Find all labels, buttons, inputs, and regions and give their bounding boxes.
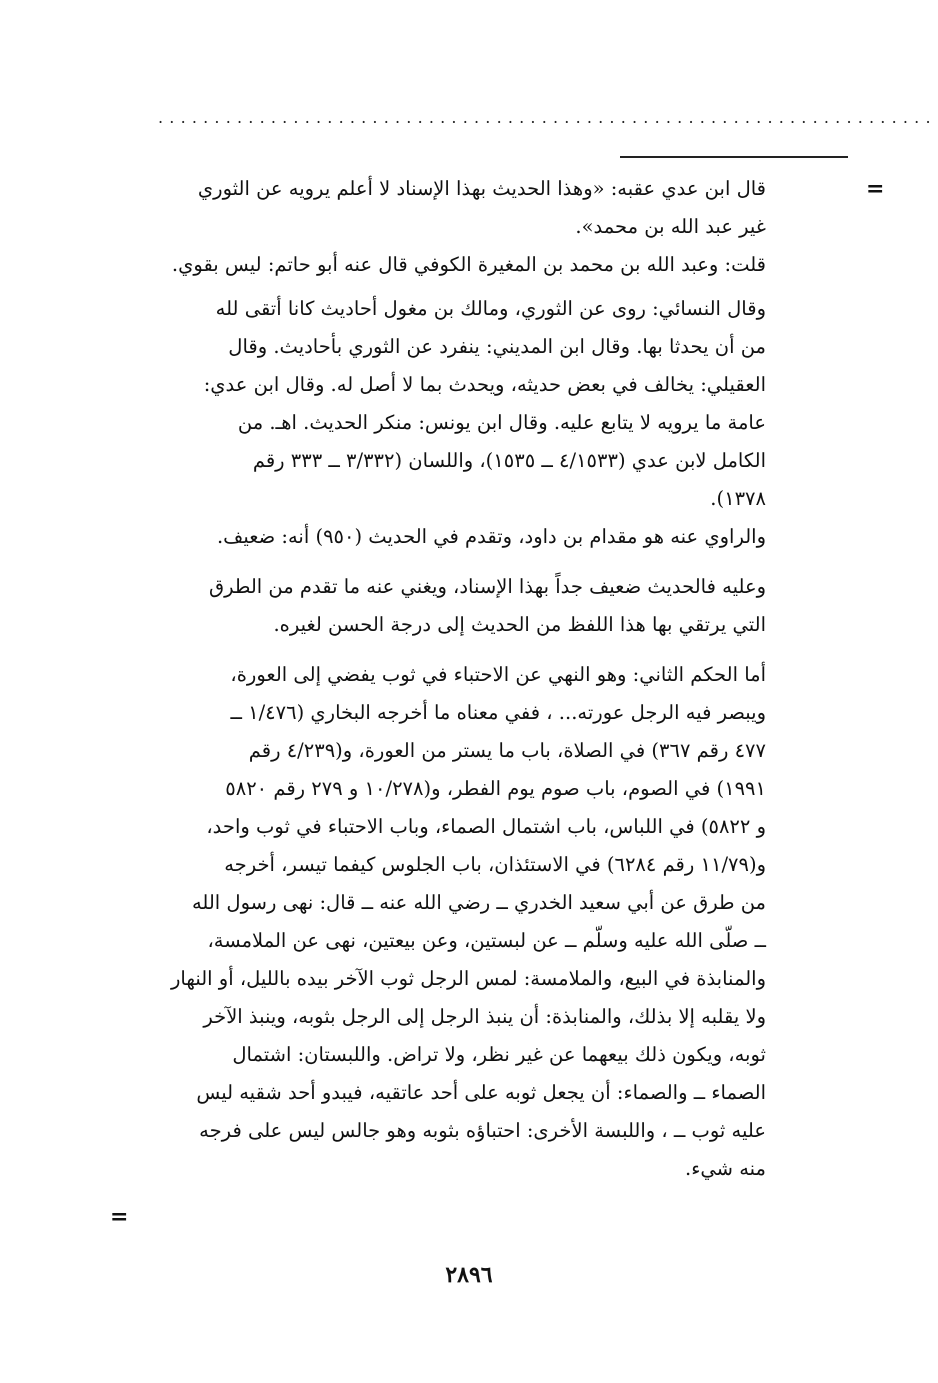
text-line: ويبصر فيه الرجل عورته... ، ففي معناه ما أخرجه البخاري (١/٤٧٦ ــ: [230, 701, 766, 724]
paragraph-rawi: [150, 518, 766, 556]
text-line: ١٩٩١) في الصوم، باب صوم يوم الفطر، و(١٠/٢٧٨ و ٢٧٩ رقم ٥٨٢٠: [225, 777, 766, 800]
paragraph-second-ruling: [150, 656, 766, 1188]
text-line: الصماء ــ والصماء: أن يجعل ثوبه على أحد عاتقيه، فيبدو أحد شقيه ليس: [196, 1081, 766, 1104]
text-line: قال ابن عدي عقبه: «وهذا الحديث بهذا الإسناد لا أعلم يرويه عن الثوري: [197, 177, 766, 200]
paragraph-ibn-adi-quote: [150, 170, 766, 246]
text-line: و ٥٨٢٢) في اللباس، باب اشتمال الصماء، وباب الاحتباء في ثوب واحد،: [206, 815, 766, 838]
text-line: والمنابذة في البيع، والملامسة: لمس الرجل ثوب الآخر بيده بالليل، أو النهار: [171, 967, 766, 990]
text-line: قلت: وعبد الله بن محمد بن المغيرة الكوفي قال عنه أبو حاتم: ليس بقوي.: [171, 253, 766, 276]
text-line: من أن يحدثا بها. وقال ابن المديني: ينفرد عن الثوري بأحاديث. وقال: [228, 335, 766, 358]
paragraph-narrator-criticism: [150, 290, 766, 518]
text-line: عامة ما يرويه لا يتابع عليه. وقال ابن يونس: منكر الحديث. اهـ. من: [237, 411, 766, 434]
text-line: منه شيء.: [685, 1157, 766, 1180]
footnote-text-block: [150, 170, 766, 1188]
text-line: عليه ثوب ــ ، واللبسة الأخرى: احتباؤه بثوبه وهو جالس ليس على فرجه: [199, 1119, 766, 1142]
text-line: والراوي عنه هو مقدام بن داود، وتقدم في الحديث (٩٥٠) أنه: ضعيف.: [216, 525, 766, 548]
continuation-mark-bottom: =: [110, 1204, 129, 1230]
text-line: و(١١/٧٩ رقم ٦٢٨٤) في الاستئذان، باب الجلوس كيفما تيسر، أخرجه: [224, 853, 766, 876]
text-line: الكامل لابن عدي (٤/١٥٣٣ ــ ١٥٣٥)، واللسان (٣/٣٣٢ ــ ٣٣٣ رقم: [252, 449, 766, 472]
paragraph-qultu: [150, 246, 766, 284]
paragraph-conclusion: [150, 568, 766, 644]
text-line: وعليه فالحديث ضعيف جداً بهذا الإسناد، ويغني عنه ما تقدم من الطرق: [208, 575, 766, 598]
text-line: ٤٧٧ رقم ٣٦٧) في الصلاة، باب ما يستر من العورة، و(٤/٢٣٩ رقم: [248, 739, 766, 762]
text-line: العقيلي: يخالف في بعض حديثه، ويحدث بما لا أصل له. وقال ابن عدي:: [203, 373, 766, 396]
continuation-mark-top: =: [866, 176, 885, 202]
page-number: ٢٨٩٦: [445, 1262, 493, 1288]
text-line: ١٣٧٨).: [710, 487, 766, 510]
text-line: وقال النسائي: روى عن الثوري، ومالك بن مغول أحاديث كانا أتقى لله: [215, 297, 766, 320]
text-line: من طرق عن أبي سعيد الخدري ــ رضي الله عنه ــ قال: نهى رسول الله: [191, 891, 766, 914]
text-line: أما الحكم الثاني: وهو النهي عن الاحتباء في ثوب يفضي إلى العورة،: [230, 663, 766, 686]
text-line: التي يرتقي بها هذا اللفظ من الحديث إلى درجة الحسن لغيره.: [273, 613, 766, 636]
text-line: ــ صلّى الله عليه وسلّم ــ عن لبستين، وعن بيعتين، نهى عن الملامسة،: [207, 929, 766, 952]
footnote-separator-line: [620, 156, 848, 158]
text-line: ولا يقلبه إلا بذلك، والمنابذة: أن ينبذ الرجل إلى الرجل بثوبه، وينبذ الآخر: [203, 1005, 766, 1028]
text-line: ثوبه، ويكون ذلك بيعهما عن غير نظر، ولا تراض. واللبستان: اشتمال: [232, 1043, 766, 1066]
header-dotted-rule: .....................................................................: [158, 108, 937, 127]
text-line: غير عبد الله بن محمد».: [575, 215, 766, 238]
